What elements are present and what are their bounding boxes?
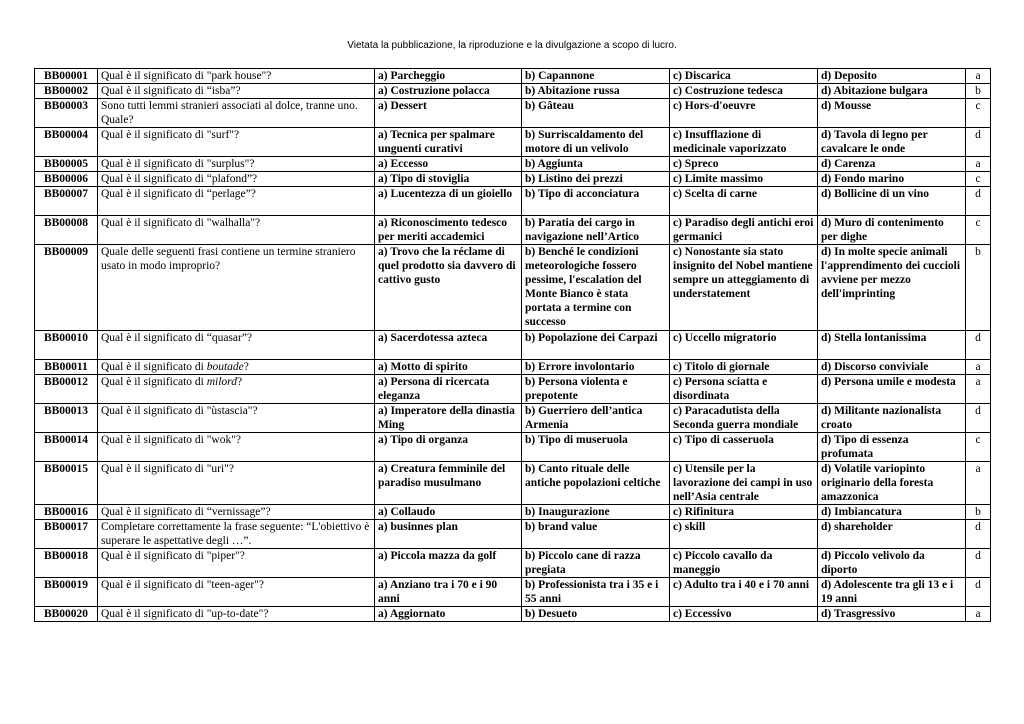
question-code: BB00012 <box>35 375 98 404</box>
option-a: a) Motto di spirito <box>375 360 522 375</box>
question-text <box>98 375 375 404</box>
option-b: b) Popolazione dei Carpazi <box>522 331 670 360</box>
table-row <box>35 172 991 187</box>
option-b: b) Piccolo cane di razza pregiata <box>522 549 670 578</box>
option-d: d) shareholder <box>818 520 966 549</box>
option-a: a) businnes plan <box>375 520 522 549</box>
option-b: b) Aggiunta <box>522 157 670 172</box>
option-b: b) Persona violenta e prepotente <box>522 375 670 404</box>
question-text <box>98 360 375 375</box>
table-row <box>35 99 991 128</box>
option-c: c) Eccessivo <box>670 607 818 622</box>
option-c: c) Paracadutista della Seconda guerra mondiale <box>670 404 818 433</box>
table-row <box>35 549 991 578</box>
option-c: c) Scelta di carne <box>670 187 818 216</box>
option-c: c) Limite massimo <box>670 172 818 187</box>
question-text: Qual è il significato di "ùstascia"? <box>98 404 375 433</box>
table-row <box>35 433 991 462</box>
page-header-notice: Vietata la pubblicazione, la riproduzione e la divulgazione a scopo di lucro. <box>347 40 677 51</box>
option-b: b) Listino dei prezzi <box>522 172 670 187</box>
option-d: d) Bollicine di un vino <box>818 187 966 216</box>
option-a: a) Tipo di stoviglia <box>375 172 522 187</box>
question-code: BB00013 <box>35 404 98 433</box>
option-d: d) Fondo marino <box>818 172 966 187</box>
option-c: c) skill <box>670 520 818 549</box>
correct-answer: b <box>966 505 991 520</box>
option-b: b) Surriscaldamento del motore di un velivolo <box>522 128 670 157</box>
option-a: a) Collaudo <box>375 505 522 520</box>
correct-answer: a <box>966 375 991 404</box>
table-row <box>35 360 991 375</box>
question-code: BB00008 <box>35 216 98 245</box>
option-c: c) Uccello migratorio <box>670 331 818 360</box>
option-c: c) Insufflazione di medicinale vaporizzato <box>670 128 818 157</box>
option-c: c) Costruzione tedesca <box>670 84 818 99</box>
option-d: d) Imbiancatura <box>818 505 966 520</box>
correct-answer: a <box>966 69 991 84</box>
option-d: d) Abitazione bulgara <box>818 84 966 99</box>
question-text: Qual è il significato di "park house"? <box>98 69 375 84</box>
question-code: BB00003 <box>35 99 98 128</box>
question-text: Quale delle seguenti frasi contiene un termine straniero usato in modo improprio? <box>98 245 375 331</box>
option-a: a) Imperatore della dinastia Ming <box>375 404 522 433</box>
question-text: Qual è il significato di "teen-ager"? <box>98 578 375 607</box>
option-a: a) Lucentezza di un gioiello <box>375 187 522 216</box>
option-a: a) Tecnica per spalmare unguenti curativi <box>375 128 522 157</box>
question-text: Qual è il significato di “perlage”? <box>98 187 375 216</box>
table-row <box>35 331 991 360</box>
correct-answer: d <box>966 331 991 360</box>
question-term: boutade <box>206 361 244 373</box>
question-code: BB00002 <box>35 84 98 99</box>
option-c: c) Discarica <box>670 69 818 84</box>
correct-answer: d <box>966 404 991 433</box>
option-c: c) Titolo di giornale <box>670 360 818 375</box>
option-c: c) Utensile per la lavorazione dei campi in uso nell’Asia centrale <box>670 462 818 505</box>
option-d: d) Piccolo velivolo da diporto <box>818 549 966 578</box>
question-text: Qual è il significato di "surplus"? <box>98 157 375 172</box>
option-d: d) Deposito <box>818 69 966 84</box>
question-text: Qual è il significato di “quasar”? <box>98 331 375 360</box>
option-b: b) Gâteau <box>522 99 670 128</box>
correct-answer: c <box>966 99 991 128</box>
option-d: d) Militante nazionalista croato <box>818 404 966 433</box>
option-d: d) Persona umile e modesta <box>818 375 966 404</box>
table-row <box>35 128 991 157</box>
option-d: d) In molte specie animali l'apprendimento dei cuccioli avviene per mezzo dell'imprinting <box>818 245 966 331</box>
question-code: BB00005 <box>35 157 98 172</box>
question-text: Qual è il significato di "piper"? <box>98 549 375 578</box>
option-a: a) Sacerdotessa azteca <box>375 331 522 360</box>
option-a: a) Tipo di organza <box>375 433 522 462</box>
table-row <box>35 375 991 404</box>
question-code: BB00006 <box>35 172 98 187</box>
table-row <box>35 520 991 549</box>
question-code: BB00004 <box>35 128 98 157</box>
option-b: b) Benché le condizioni meteorologiche fossero pessime, l'escalation del Monte Bianco è stata portata a termine con successo <box>522 245 670 331</box>
option-a: a) Anziano tra i 70 e i 90 anni <box>375 578 522 607</box>
question-term: milord <box>206 376 237 388</box>
option-d: d) Tipo di essenza profumata <box>818 433 966 462</box>
question-text: Qual è il significato di "surf"? <box>98 128 375 157</box>
question-text-suffix: ? <box>243 361 249 373</box>
question-code: BB00020 <box>35 607 98 622</box>
question-text: Qual è il significato di "wok"? <box>98 433 375 462</box>
correct-answer: c <box>966 216 991 245</box>
question-code: BB00001 <box>35 69 98 84</box>
option-b: b) brand value <box>522 520 670 549</box>
option-a: a) Costruzione polacca <box>375 84 522 99</box>
option-a: a) Dessert <box>375 99 522 128</box>
correct-answer: a <box>966 462 991 505</box>
option-c: c) Persona sciatta e disordinata <box>670 375 818 404</box>
table-row <box>35 84 991 99</box>
correct-answer: d <box>966 549 991 578</box>
option-d: d) Stella lontanissima <box>818 331 966 360</box>
question-text: Completare correttamente la frase seguente: “L'obiettivo è superare le aspettative degli …”. <box>98 520 375 549</box>
option-b: b) Tipo di acconciatura <box>522 187 670 216</box>
table-row <box>35 245 991 331</box>
correct-answer: c <box>966 433 991 462</box>
option-a: a) Parcheggio <box>375 69 522 84</box>
option-b: b) Professionista tra i 35 e i 55 anni <box>522 578 670 607</box>
table-row <box>35 578 991 607</box>
option-b: b) Inaugurazione <box>522 505 670 520</box>
option-c: c) Adulto tra i 40 e i 70 anni <box>670 578 818 607</box>
question-code: BB00010 <box>35 331 98 360</box>
question-code: BB00007 <box>35 187 98 216</box>
option-d: d) Tavola di legno per cavalcare le onde <box>818 128 966 157</box>
question-code: BB00018 <box>35 549 98 578</box>
option-b: b) Guerriero dell’antica Armenia <box>522 404 670 433</box>
option-a: a) Aggiornato <box>375 607 522 622</box>
quiz-table <box>34 68 991 622</box>
option-a: a) Creatura femminile del paradiso musulmano <box>375 462 522 505</box>
table-row <box>35 505 991 520</box>
option-c: c) Paradiso degli antichi eroi germanici <box>670 216 818 245</box>
correct-answer: b <box>966 245 991 331</box>
option-b: b) Tipo di museruola <box>522 433 670 462</box>
question-code: BB00017 <box>35 520 98 549</box>
option-a: a) Persona di ricercata eleganza <box>375 375 522 404</box>
question-text: Qual è il significato di “vernissage”? <box>98 505 375 520</box>
table-row <box>35 404 991 433</box>
table-row <box>35 462 991 505</box>
question-text: Qual è il significato di “plafond”? <box>98 172 375 187</box>
question-text: Qual è il significato di "walhalla"? <box>98 216 375 245</box>
option-a: a) Riconoscimento tedesco per meriti accademici <box>375 216 522 245</box>
option-c: c) Piccolo cavallo da maneggio <box>670 549 818 578</box>
option-b: b) Paratia dei cargo in navigazione nell’Artico <box>522 216 670 245</box>
option-c: c) Hors-d'oeuvre <box>670 99 818 128</box>
question-code: BB00015 <box>35 462 98 505</box>
question-code: BB00011 <box>35 360 98 375</box>
correct-answer: b <box>966 84 991 99</box>
correct-answer: d <box>966 187 991 216</box>
correct-answer: d <box>966 520 991 549</box>
option-d: d) Discorso conviviale <box>818 360 966 375</box>
question-code: BB00014 <box>35 433 98 462</box>
question-code: BB00009 <box>35 245 98 331</box>
question-text: Qual è il significato di "uri"? <box>98 462 375 505</box>
table-row <box>35 187 991 216</box>
option-b: b) Abitazione russa <box>522 84 670 99</box>
table-row <box>35 216 991 245</box>
option-d: d) Carenza <box>818 157 966 172</box>
question-text-prefix: Qual è il significato di <box>101 376 207 388</box>
option-d: d) Trasgressivo <box>818 607 966 622</box>
question-text-prefix: Qual è il significato di <box>101 361 207 373</box>
table-row <box>35 607 991 622</box>
correct-answer: d <box>966 578 991 607</box>
option-c: c) Rifinitura <box>670 505 818 520</box>
option-d: d) Muro di contenimento per dighe <box>818 216 966 245</box>
option-d: d) Mousse <box>818 99 966 128</box>
option-c: c) Nonostante sia stato insignito del Nobel mantiene sempre un atteggiamento di understatement <box>670 245 818 331</box>
option-b: b) Desueto <box>522 607 670 622</box>
quiz-table-body <box>35 69 991 622</box>
table-row <box>35 69 991 84</box>
correct-answer: d <box>966 128 991 157</box>
correct-answer: a <box>966 360 991 375</box>
option-a: a) Eccesso <box>375 157 522 172</box>
option-d: d) Volatile variopinto originario della foresta amazzonica <box>818 462 966 505</box>
option-b: b) Canto rituale delle antiche popolazioni celtiche <box>522 462 670 505</box>
question-text: Qual è il significato di "up-to-date"? <box>98 607 375 622</box>
option-b: b) Capannone <box>522 69 670 84</box>
table-row <box>35 157 991 172</box>
option-a: a) Piccola mazza da golf <box>375 549 522 578</box>
question-code: BB00016 <box>35 505 98 520</box>
correct-answer: c <box>966 172 991 187</box>
correct-answer: a <box>966 607 991 622</box>
question-code: BB00019 <box>35 578 98 607</box>
option-a: a) Trovo che la réclame di quel prodotto sia davvero di cattivo gusto <box>375 245 522 331</box>
question-text-suffix: ? <box>236 376 243 388</box>
question-text: Qual è il significato di “isba”? <box>98 84 375 99</box>
option-c: c) Tipo di casseruola <box>670 433 818 462</box>
option-b: b) Errore involontario <box>522 360 670 375</box>
option-c: c) Spreco <box>670 157 818 172</box>
option-d: d) Adolescente tra gli 13 e i 19 anni <box>818 578 966 607</box>
question-text: Sono tutti lemmi stranieri associati al dolce, tranne uno. Quale? <box>98 99 375 128</box>
correct-answer: a <box>966 157 991 172</box>
